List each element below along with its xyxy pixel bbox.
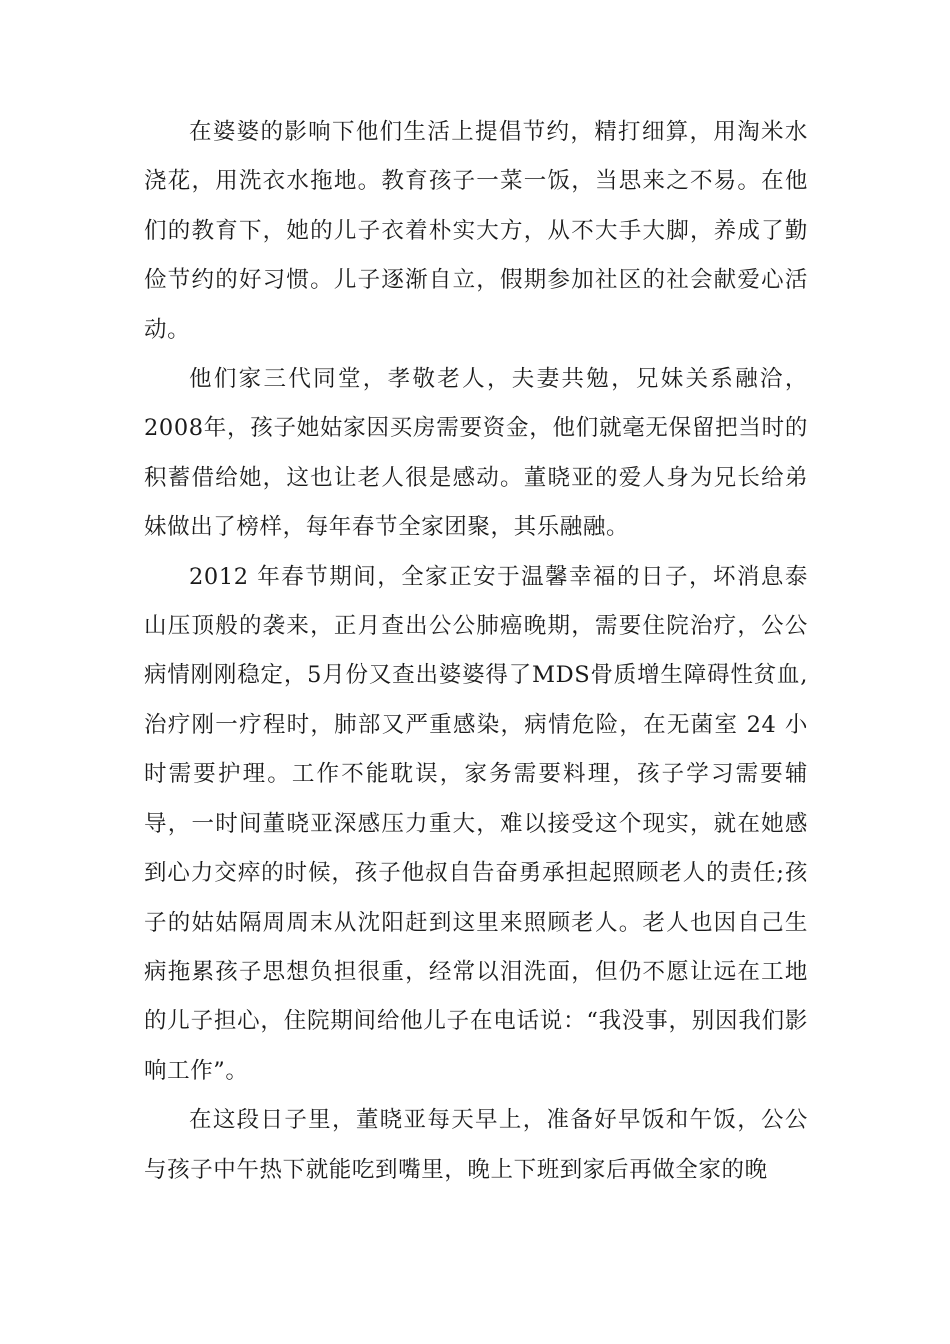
paragraph-frugal-living: 在婆婆的影响下他们生活上提倡节约，精打细算，用淘米水浇花，用洗衣水拖地。教育孩子一菜一饭，当思来之不易。在他们的教育下，她的儿子衣着朴实大方，从不大手大脚，养成了勤俭节约的好习惯。儿子逐渐自立，假期参加社区的社会献爱心活动。: [144, 119, 808, 343]
paragraph-three-generations: 他们家三代同堂，孝敬老人，夫妻共勉，兄妹关系融洽，2008年，孩子她姑家因买房需要资金，他们就毫无保留把当时的积蓄借给她，这也让老人很是感动。董晓亚的爱人身为兄长给弟妹做出了榜样，每年春节全家团聚，其乐融融。: [144, 366, 808, 541]
paragraph-daily-care: 在这段日子里，董晓亚每天早上，准备好早饭和午饭，公公与孩子中午热下就能吃到嘴里，晚上下班到家后再做全家的晚: [144, 1107, 808, 1183]
paragraph-illness-2012: 2012 年春节期间，全家正安于温馨幸福的日子，坏消息泰山压顶般的袭来，正月查出公公肺癌晚期，需要住院治疗，公公病情刚刚稳定，5月份又查出婆婆得了MDS骨质增生障碍性贫血,治疗刚一疗程时，肺部又严重感染，病情危险，在无菌室 24 小时需要护理。工作不能耽误，家务需要料理，孩子学习需要辅导，一时间董晓亚深感压力重大，难以接受这个现实，就在她感到心力交瘁的时候，孩子他叔自告奋勇承担起照顾老人的责任;孩子的姑姑隔周周末从沈阳赶到这里来照顾老人。老人也因自己生病拖累孩子思想负担很重，经常以泪洗面，但仍不愿让远在工地的儿子担心，住院期间给他儿子在电话说：“我没事，别因我们影响工作”。: [144, 563, 808, 1084]
document-body: [144, 108, 808, 1195]
